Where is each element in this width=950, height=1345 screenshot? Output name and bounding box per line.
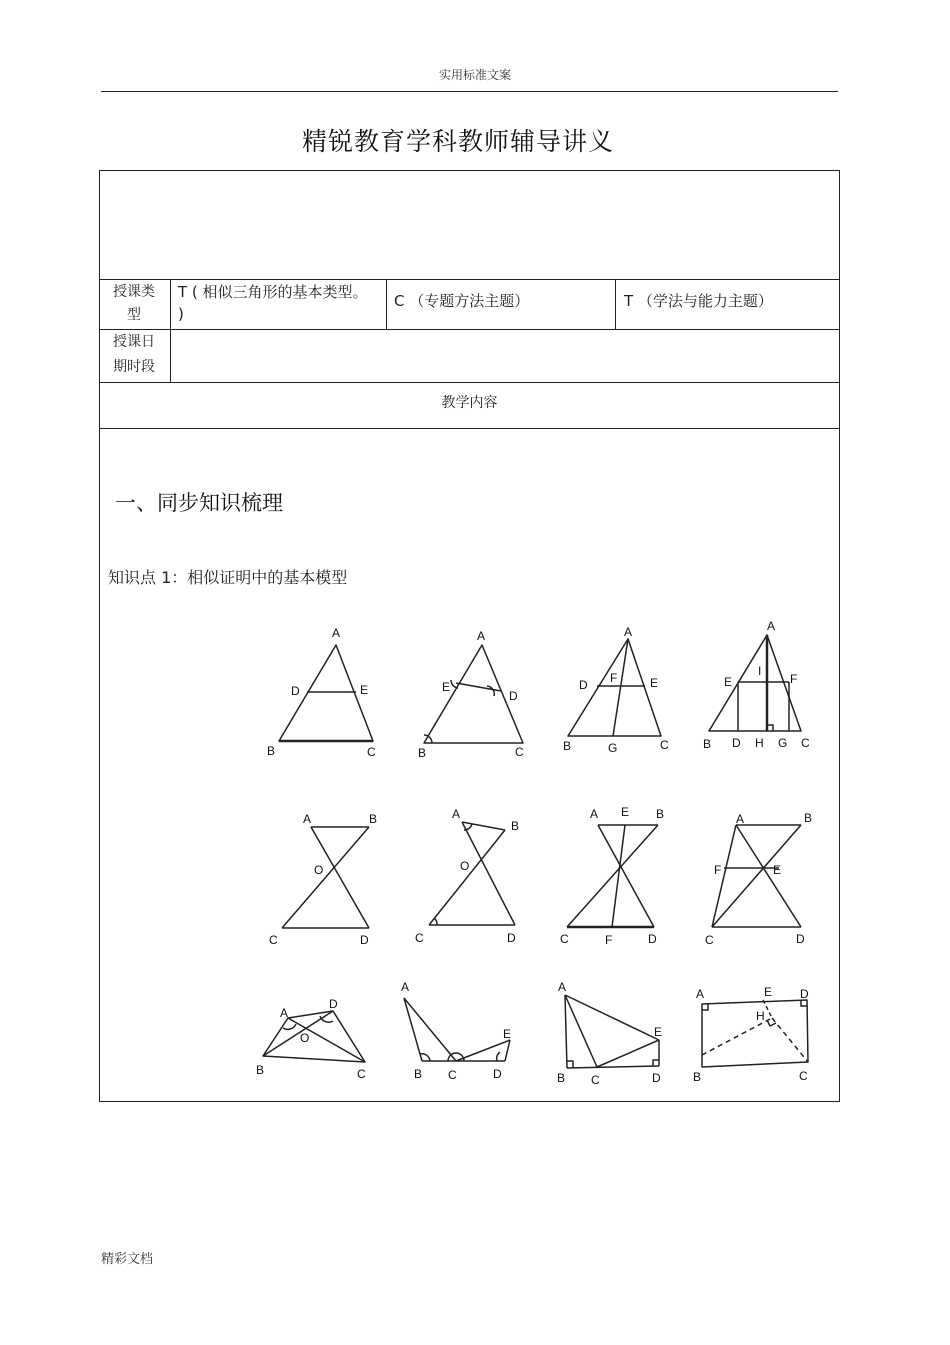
svg-text:E: E [442, 680, 451, 694]
svg-text:A: A [624, 625, 633, 639]
svg-text:I: I [758, 664, 762, 678]
svg-text:A: A [767, 619, 776, 633]
figure-7-x-with-segment [567, 825, 658, 927]
figure-9-labels [256, 997, 366, 1081]
svg-text:D: D [800, 987, 809, 1001]
svg-text:O: O [314, 863, 324, 877]
figure-9-quadrilateral [263, 1011, 365, 1062]
page-title: 精锐教育学科教师辅导讲义 [301, 127, 614, 156]
svg-text:A: A [303, 812, 312, 826]
svg-text:F: F [790, 672, 798, 686]
section-heading: 一、同步知识梳理 [115, 491, 283, 515]
page-footer: 精彩文档 [101, 1252, 154, 1267]
lesson-type-t2: T （学法与能力主题） [624, 292, 773, 310]
content-header: 教学内容 [441, 395, 498, 411]
svg-text:D: D [796, 932, 805, 946]
svg-text:B: B [511, 819, 520, 833]
svg-text:A: A [736, 812, 745, 826]
svg-text:C: C [367, 745, 376, 759]
svg-text:B: B [563, 739, 572, 753]
svg-text:B: B [693, 1070, 702, 1084]
lesson-type-label: 授课类型 [113, 284, 155, 323]
svg-text:B: B [256, 1063, 265, 1077]
svg-text:C: C [591, 1073, 600, 1087]
svg-text:B: B [418, 746, 427, 760]
svg-text:D: D [579, 678, 588, 692]
svg-text:E: E [503, 1027, 512, 1041]
svg-text:E: E [764, 985, 773, 999]
knowledge-point-title: 知识点 1：相似证明中的基本模型 [108, 568, 348, 587]
svg-text:B: B [414, 1067, 423, 1081]
svg-text:A: A [401, 980, 410, 994]
svg-text:D: D [493, 1067, 502, 1081]
svg-text:D: D [509, 689, 518, 703]
svg-text:D: D [507, 931, 516, 945]
svg-text:B: B [804, 811, 813, 825]
svg-text:H: H [755, 736, 764, 750]
svg-text:F: F [714, 863, 722, 877]
svg-text:E: E [360, 683, 369, 697]
svg-text:E: E [654, 1025, 663, 1039]
svg-text:E: E [650, 676, 659, 690]
svg-text:B: B [267, 744, 276, 758]
page-header: 实用标准文案 [438, 68, 511, 82]
figure-12-rectangle [702, 1000, 808, 1067]
svg-text:C: C [415, 931, 424, 945]
svg-text:C: C [357, 1067, 366, 1081]
svg-text:A: A [696, 987, 705, 1001]
svg-text:D: D [652, 1071, 661, 1085]
svg-text:A: A [590, 807, 599, 821]
svg-text:O: O [460, 859, 470, 873]
figure-4-inscribed-rectangle [709, 635, 801, 731]
svg-text:A: A [452, 807, 461, 821]
svg-text:E: E [724, 675, 733, 689]
svg-text:C: C [660, 738, 669, 752]
svg-text:B: B [369, 812, 378, 826]
lesson-type-c: C （专题方法主题） [394, 292, 530, 310]
svg-text:D: D [329, 997, 338, 1011]
svg-text:O: O [300, 1031, 310, 1045]
figure-2-labels [418, 629, 524, 760]
svg-text:C: C [269, 933, 278, 947]
svg-text:D: D [360, 933, 369, 947]
svg-text:C: C [801, 736, 810, 750]
figure-6-x-antiparallel [429, 822, 515, 925]
svg-text:B: B [557, 1071, 566, 1085]
svg-text:A: A [280, 1006, 289, 1020]
svg-text:D: D [732, 736, 741, 750]
svg-text:A: A [558, 980, 567, 994]
svg-text:E: E [773, 863, 782, 877]
svg-text:C: C [705, 933, 714, 947]
svg-text:G: G [608, 741, 618, 755]
svg-text:A: A [477, 629, 486, 643]
figure-11-right-angles [565, 995, 659, 1068]
svg-text:C: C [515, 745, 524, 759]
svg-text:B: B [656, 807, 665, 821]
svg-text:D: D [291, 684, 300, 698]
svg-text:H: H [756, 1009, 765, 1023]
svg-text:C: C [448, 1068, 457, 1082]
figure-8-trapezoid [712, 825, 801, 927]
lesson-type-t1: T ( 相似三角形的基本类型。 ) [178, 283, 368, 323]
svg-text:A: A [332, 626, 341, 640]
figure-10-three-angles [404, 998, 510, 1061]
figure-5-x-parallel [282, 827, 369, 928]
svg-text:F: F [610, 671, 618, 685]
svg-text:C: C [560, 932, 569, 946]
svg-text:D: D [648, 932, 657, 946]
svg-text:G: G [778, 736, 788, 750]
svg-text:F: F [605, 933, 613, 947]
svg-text:E: E [621, 805, 630, 819]
svg-text:C: C [799, 1069, 808, 1083]
lesson-date-label: 授课日期时段 [113, 334, 155, 375]
figure-10-labels [401, 980, 511, 1082]
svg-text:B: B [703, 737, 712, 751]
